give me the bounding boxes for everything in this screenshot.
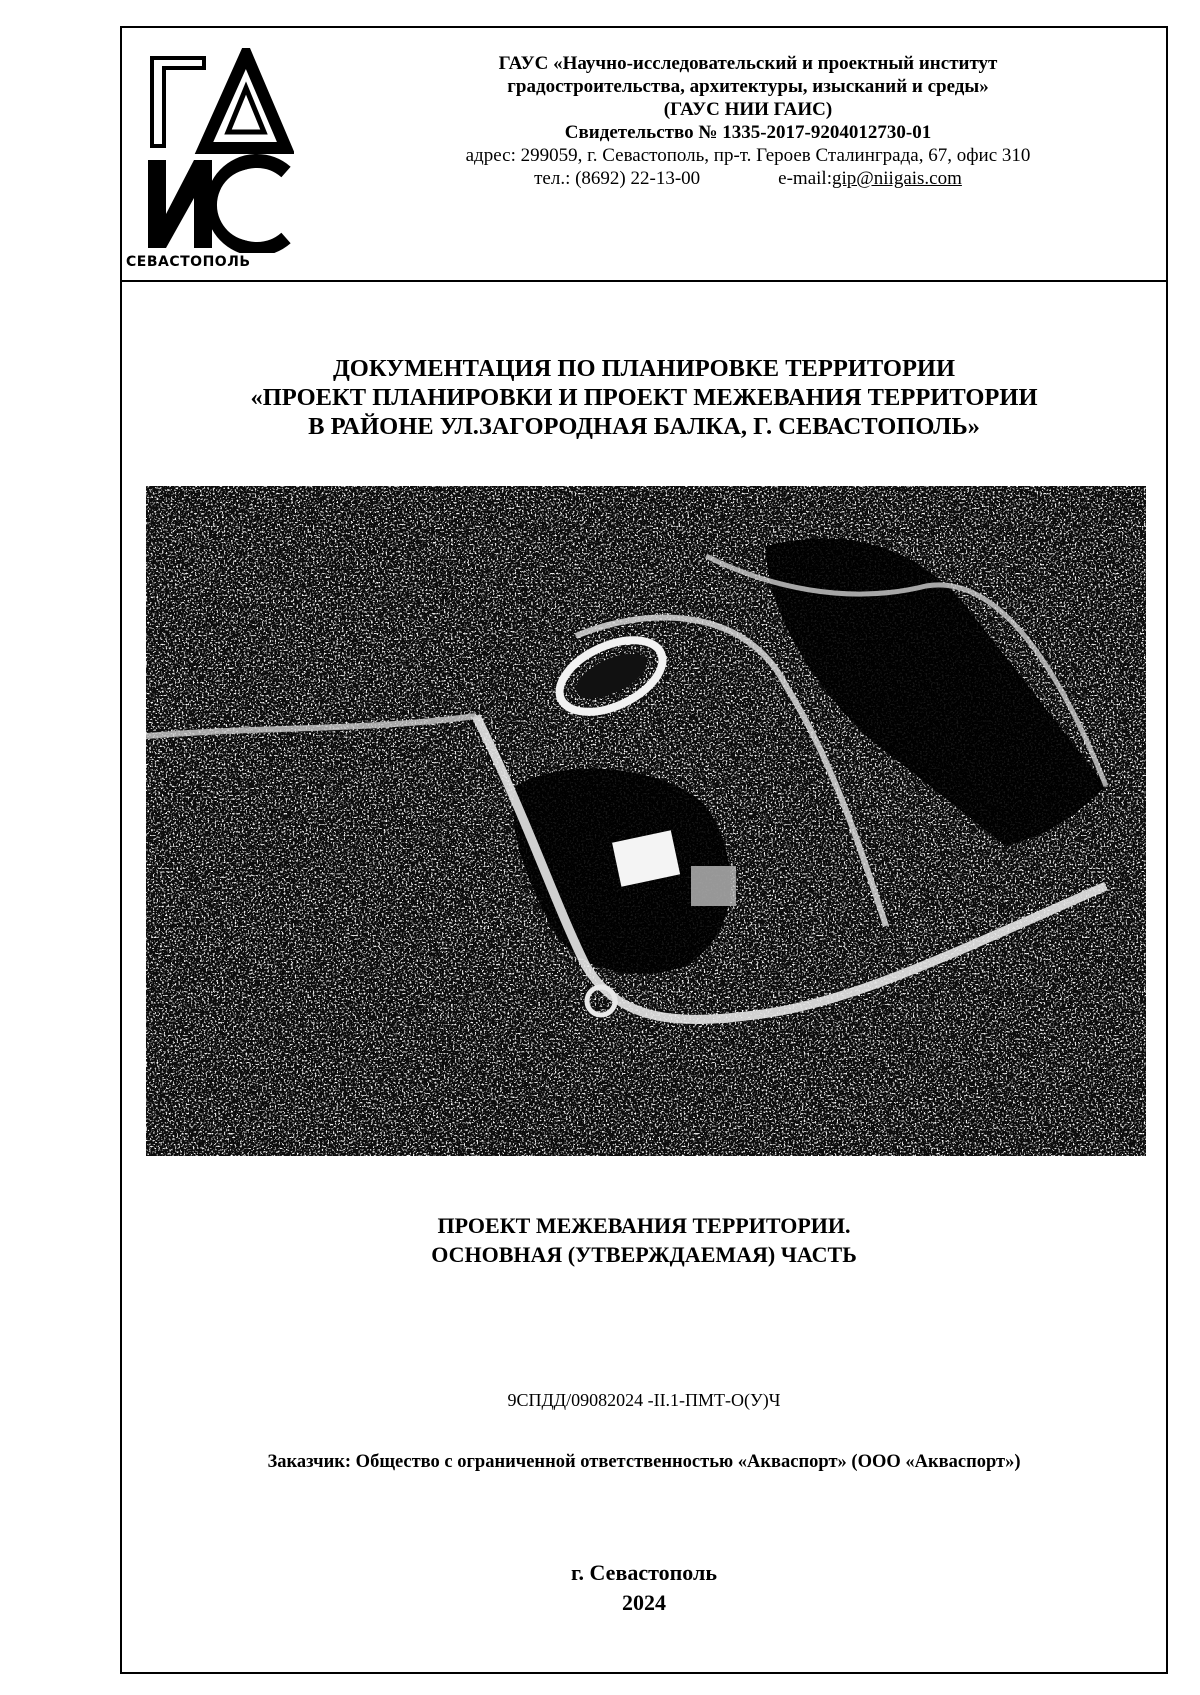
org-phone: тел.: (8692) 22-13-00 — [534, 168, 701, 189]
aerial-photo — [146, 486, 1146, 1156]
org-short-name: (ГАУС НИИ ГАИС) — [663, 99, 833, 120]
org-address: адрес: 299059, г. Севастополь, пр-т. Героев Сталинграда, 67, офис 310 — [465, 145, 1031, 166]
org-name-line1: ГАУС «Научно-исследовательский и проектный институт — [498, 53, 998, 74]
title-line-2: «ПРОЕКТ ПЛАНИРОВКИ И ПРОЕКТ МЕЖЕВАНИЯ ТЕРРИТОРИИ — [250, 384, 1038, 411]
client-line: Заказчик: Общество с ограниченной ответственностью «Акваспорт» (ООО «Акваспорт») — [267, 1452, 1021, 1472]
title-page-frame — [120, 26, 1168, 1674]
section-title-line-1: ПРОЕКТ МЕЖЕВАНИЯ ТЕРРИТОРИИ. — [437, 1213, 851, 1238]
year: 2024 — [622, 1590, 666, 1615]
org-email-link[interactable]: gip@niigais.com — [831, 168, 962, 189]
header-block — [122, 28, 1166, 282]
org-contacts — [338, 167, 1158, 190]
org-name-line2: градостроительства, архитектуры, изысканий и среды» — [507, 76, 989, 97]
document-code: 9СПДД/09082024 -II.1-ПМТ-О(У)Ч — [507, 1390, 781, 1410]
section-title-line-2: ОСНОВНАЯ (УТВЕРЖДАЕМАЯ) ЧАСТЬ — [431, 1242, 857, 1267]
title-line-1: ДОКУМЕНТАЦИЯ ПО ПЛАНИРОВКЕ ТЕРРИТОРИИ — [332, 355, 956, 382]
city-name: г. Севастополь — [571, 1560, 717, 1585]
title-line-3: В РАЙОНЕ УЛ.ЗАГОРОДНАЯ БАЛКА, Г. СЕВАСТОПОЛЬ» — [308, 413, 980, 440]
email-label: e-mail: — [778, 168, 832, 189]
city-and-year — [122, 1558, 1166, 1618]
organization-info — [338, 52, 1158, 190]
logo-caption: СЕВАСТОПОЛЬ — [126, 254, 251, 270]
document-title — [122, 354, 1166, 441]
institute-logo — [144, 48, 294, 276]
certificate-number: Свидетельство № 1335-2017-9204012730-01 — [564, 122, 932, 143]
section-title — [122, 1211, 1166, 1269]
